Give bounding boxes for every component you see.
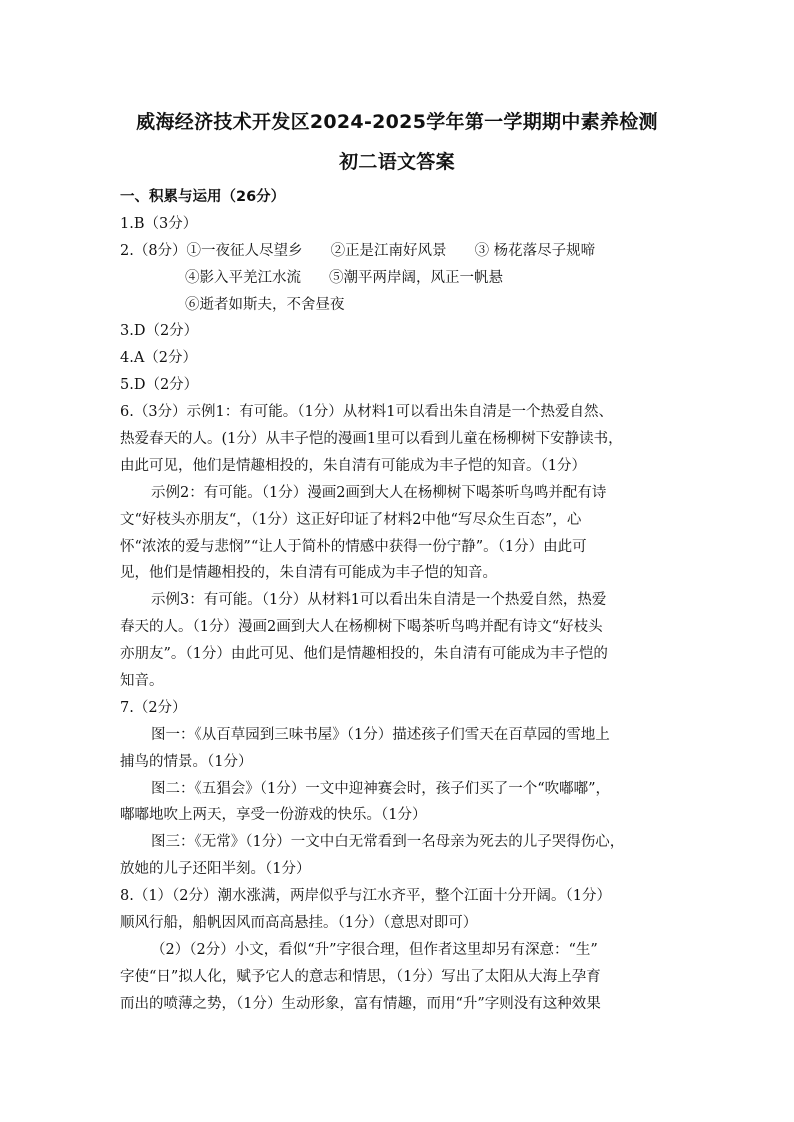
answer-q8-part1-cont: 顺风行船，船帆因风而高高悬挂。（1分）（意思对即可）: [120, 915, 478, 932]
answer-q2-line2: [120, 265, 680, 292]
answer-q7: 7.（2分）: [120, 699, 187, 716]
answer-q2-part1: 2.（8分）①一夜征人尽望乡: [120, 242, 303, 259]
answer-q8-part1: 8.（1）（2分）潮水涨满，两岸似乎与江水齐平，整个江面十分开阔。（1分）: [120, 888, 612, 905]
answer-q1: 1.B（3分）: [120, 215, 198, 232]
answer-q2-part5: ⑤潮平两岸阔，风正一帆悬: [329, 269, 503, 286]
answer-q2-line3: ⑥逝者如斯夫，不舍昼夜: [185, 296, 345, 313]
answer-q2-part4: ④影入平羌江水流: [185, 269, 301, 286]
answer-q4: 4.A（2分）: [120, 350, 198, 367]
answer-q6-example2-line: 怀“浓浓的爱与悲悯”“让人于简朴的情感中获得一份宁静”。（1分）由此可: [120, 538, 587, 555]
answer-q5: 5.D（2分）: [120, 377, 199, 394]
answer-q2-part2: ②正是江南好风景: [330, 242, 447, 259]
answer-q6-example2-line: 示例2：有可能。（1分）漫画2画到大人在杨柳树下喝茶听鸟鸣并配有诗: [151, 484, 607, 501]
answer-q7-figure1-cont: 捕鸟的情景。（1分）: [120, 753, 253, 770]
answer-q6-example3-line: 示例3：有可能。（1分）从材料1可以看出朱自清是一个热爱自然，热爱: [151, 592, 607, 609]
answer-q7-figure3: 图三：《无常》（1分）一文中白无常看到一名母亲为死去的儿子哭得伤心，: [151, 834, 625, 851]
answer-q6-example3-line: 春天的人。（1分）漫画2画到大人在杨柳树下喝茶听鸟鸣并配有诗文“好枝头: [120, 619, 603, 636]
answer-q8-part2-cont: 而出的喷薄之势，（1分）生动形象，富有情趣，而用“升”字则没有这种效果: [120, 995, 601, 1012]
answer-q7-figure2: 图二：《五猖会》（1分）一文中迎神赛会时，孩子们买了一个“吹嘟嘟”，: [151, 780, 611, 797]
section-heading: 一、积累与运用（26分）: [120, 189, 286, 205]
answer-body: [120, 184, 680, 1018]
document-subtitle: 初二语文答案: [339, 151, 455, 173]
answer-q7-figure3-cont: 放她的儿子还阳半刻。（1分）: [120, 861, 311, 878]
answer-q6-example3-line: 亦朋友”。（1分）由此可见、他们是情趣相投的，朱自清有可能成为丰子恺的: [120, 646, 608, 663]
answer-q8-part2: （2）（2分）小文，看似“升”字很合理，但作者这里却另有深意：“生”: [151, 941, 598, 958]
answer-q6-example2-line: 见，他们是情趣相投的，朱自清有可能成为丰子恺的知音。: [120, 565, 497, 582]
answer-q6-example3-line: 知音。: [120, 673, 164, 690]
answer-q6-line: 由此可见，他们是情趣相投的，朱自清有可能成为丰子恺的知音。（1分）: [120, 457, 586, 474]
answer-q7-figure2-cont: 嘟嘟地吹上两天，享受一份游戏的快乐。（1分）: [120, 807, 427, 824]
document-title: 威海经济技术开发区2024-2025学年第一学期期中素养检测: [136, 111, 658, 133]
answer-q2-part3: ③ 杨花落尽子规啼: [474, 242, 596, 259]
answer-q3: 3.D（2分）: [120, 323, 199, 340]
answer-q6-line: 热爱春天的人。(1分）从丰子恺的漫画1里可以看到儿童在杨柳树下安静读书，: [120, 431, 623, 448]
answer-q6-line: 6.（3分）示例1：有可能。（1分）从材料1可以看出朱自清是一个热爱自然、: [120, 404, 613, 421]
answer-q2-line1: [120, 238, 680, 265]
answer-q7-figure1: 图一：《从百草园到三味书屋》（1分）描述孩子们雪天在百草园的雪地上: [151, 726, 610, 743]
answer-q6-example2-line: 文“好枝头亦朋友“，（1分）这正好印证了材料2中他“写尽众生百态”，心: [120, 511, 582, 528]
answer-q8-part2-cont: 字使“日”拟人化，赋予它人的意志和情思，（1分）写出了太阳从大海上孕育: [120, 968, 601, 985]
